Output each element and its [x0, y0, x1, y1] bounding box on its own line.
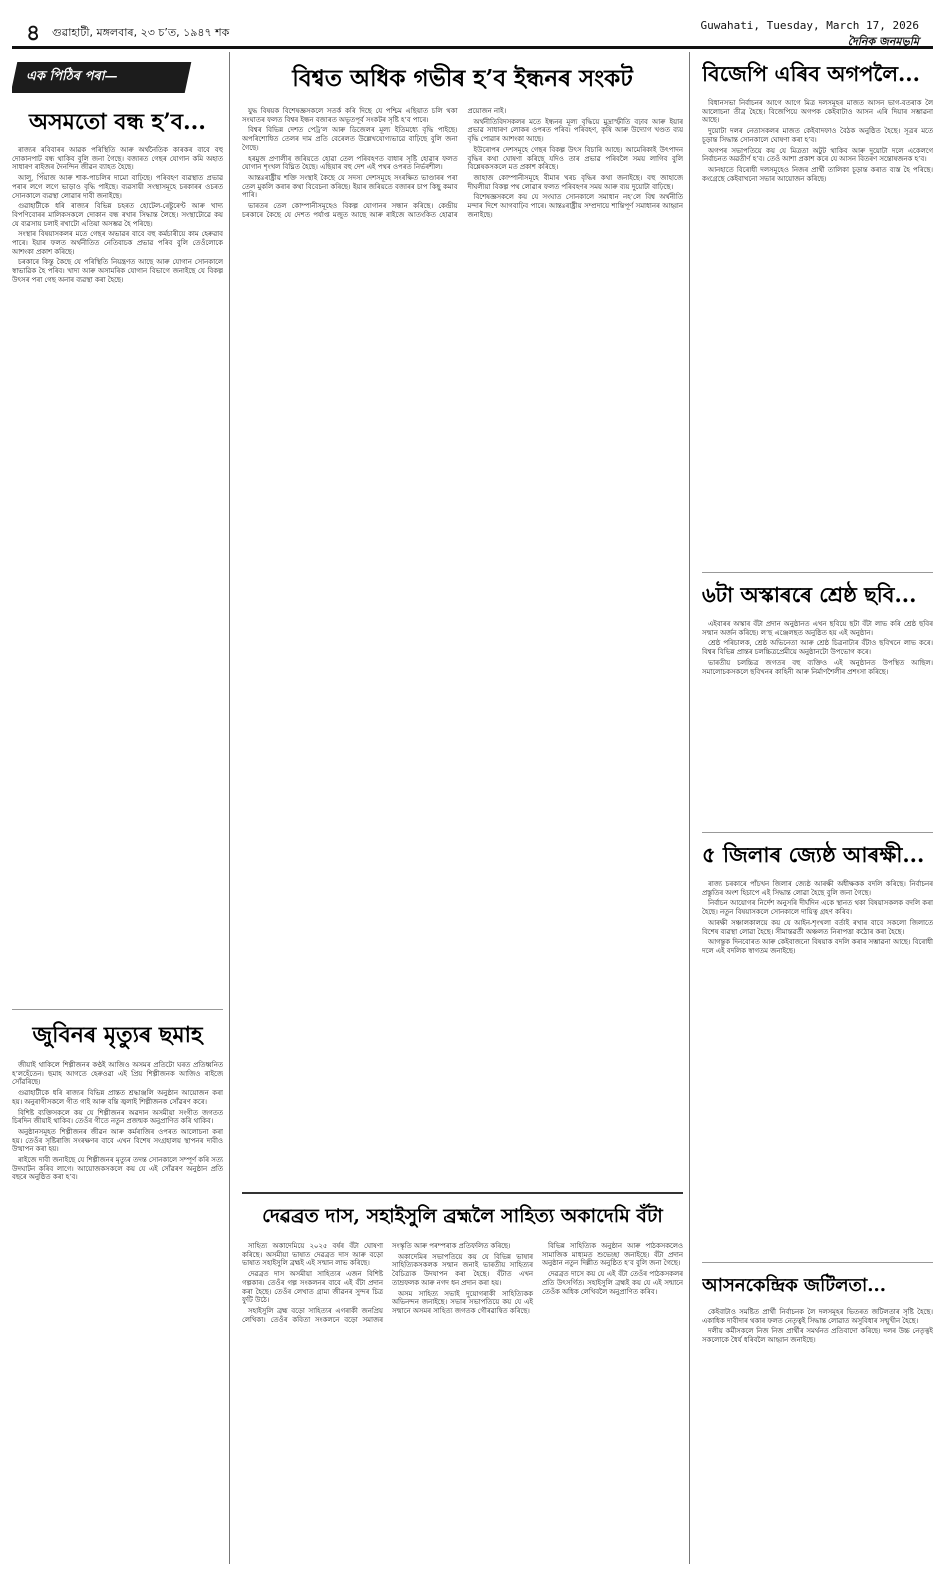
story-bjp-agp — [702, 52, 933, 572]
paragraph: আগন্তুক দিনবোৰত আৰু কেইবাজনো বিষয়াক বদলি কৰাৰ সম্ভাৱনা আছে। বিৰোধী দলে এই বদলিক স্বাগতম জনাইছে। — [702, 938, 933, 955]
page-number: ৪ — [26, 20, 41, 46]
paragraph: অকাদেমিৰ সভাপতিয়ে কয় যে বিভিন্ন ভাষাৰ সাহিত্যিকসকলক সন্মান জনাই ভাৰতীয় সাহিত্যৰ বৈচিত্ৰ্যক উদযাপন কৰা হৈছে। বঁটাত এখন তাম্ৰফলক আৰু নগদ ধন প্ৰদান কৰা হয়। — [392, 1252, 533, 1287]
story-headline: ৫ জিলাৰ জ্যেষ্ঠ আৰক্ষী... — [702, 832, 933, 880]
paragraph: কেইবাটাও সমষ্টিত প্ৰাৰ্থী নিৰ্বাচনক লৈ দলসমূহৰ ভিতৰত জটিলতাৰ সৃষ্টি হৈছে। একাধিক দাবীদাৰ থকাৰ ফলত নেতৃত্বই সিদ্ধান্ত লোৱাত অসুবিধাৰ সন্মুখীন হৈছে। — [702, 1308, 933, 1325]
paper-name: দৈনিক জনমভূমি — [847, 35, 919, 48]
story-fuel-crisis — [242, 52, 683, 1192]
story-oscar — [702, 572, 933, 832]
story-headline: ৬টা অস্কাৰৰে শ্ৰেষ্ঠ ছবি... — [702, 572, 933, 620]
story-headline: জুবিনৰ মৃত্যুৰ ছমাহ — [12, 1009, 223, 1061]
paragraph: অগপৰ সভাপতিয়ে কয় যে মিত্ৰতা অটুট থাকিব আৰু দুয়োটা দলে একেলগে নিৰ্বাচনত অৱতীৰ্ণ হ’ব। তেওঁ আশা প্ৰকাশ কৰে যে আসন বিতৰণ সন্তোষজনক হ’ব। — [702, 146, 933, 164]
story-body — [12, 146, 223, 285]
paragraph: বিশিষ্ট ব্যক্তিসকলে কয় যে শিল্পীজনৰ অৱদান অসমীয়া সংগীত জগতত চিৰদিন জীয়াই থাকিব। তেওঁৰ গীতে নতুন প্ৰজন্মক অনুপ্ৰাণিত কৰি থাকিব। — [12, 1108, 223, 1126]
story-police-transfer — [702, 832, 933, 1262]
section-tag: এক পিঠিৰ পৰা— — [12, 62, 191, 93]
middle-column — [236, 52, 690, 1564]
paragraph: হৰমুজ প্ৰণালীৰ জৰিয়তে হোৱা তেল পৰিবহণত বাধাৰ সৃষ্টি হোৱাৰ ফলত যোগান শৃংখল বিঘ্নিত হৈছে। এছিয়াৰ বহু দেশ এই পথৰ ওপৰত নিৰ্ভৰশীল। — [242, 154, 458, 172]
paragraph: নিৰ্বাচন আয়োগৰ নিৰ্দেশ অনুসৰি দীৰ্ঘদিন একে স্থানত থকা বিষয়াসকলক বদলি কৰা হৈছে। নতুন বিষয়াসকলে সোনকালে দায়িত্ব গ্ৰহণ কৰিব। — [702, 899, 933, 917]
left-column — [12, 52, 230, 1564]
paragraph: ইউৰোপৰ দেশসমূহে গেছৰ বিকল্প উৎস বিচাৰি আছে। আমেৰিকাই উৎপাদন বৃদ্ধিৰ কথা ঘোষণা কৰিছে যদিও তাৰ প্ৰভাৱ পৰিবলৈ সময় লাগিব বুলি বিশ্লেষকসকলে মত প্ৰকাশ কৰিছে। — [467, 145, 683, 172]
paragraph: আৰক্ষী সঞ্চালকালয়ে কয় যে আইন-শৃংখলা বৰ্তাই ৰখাৰ বাবে সকলো জিলাতে বিশেষ ব্যৱস্থা লোৱা হৈছে। সীমান্তৱৰ্তী অঞ্চলত নিৰাপত্তা কঠোৰ কৰা হৈছে। — [702, 918, 933, 936]
paragraph: বিভিন্ন সাহিত্যিক অনুষ্ঠান আৰু পাঠকসকলেও সামাজিক মাধ্যমত শুভেচ্ছা জনাইছে। বঁটা প্ৰদান অনুষ্ঠান নতুন দিল্লীত অনুষ্ঠিত হ’ব বুলি জনা গৈছে। — [542, 1242, 683, 1268]
paragraph: যুদ্ধ বিষয়ক বিশেষজ্ঞসকলে সতৰ্ক কৰি দিছে যে পশ্চিম এছিয়াত চলি থকা সংঘাতৰ ফলত বিশ্বৰ ইন্ধন বজাৰত অভূতপূৰ্ব সংকটৰ সৃষ্টি হ’ব পাৰে। — [242, 107, 458, 124]
story-sahitya-award — [242, 1192, 683, 1562]
paragraph: শ্ৰেষ্ঠ পৰিচালক, শ্ৰেষ্ঠ অভিনেতা আৰু শ্ৰেষ্ঠ চিত্ৰনাট্যৰ বঁটাও ছবিখনে লাভ কৰে। বিশ্বৰ বিভিন্ন প্ৰান্তৰ চলচ্চিত্ৰপ্ৰেমীয়ে অনুষ্ঠানটো উপভোগ কৰে। — [702, 639, 933, 657]
page-header — [12, 0, 933, 48]
story-body — [702, 880, 933, 956]
paragraph: দেৱব্ৰত দাস অসমীয়া সাহিত্যৰ এজন বিশিষ্ট গল্পকাৰ। তেওঁৰ গল্প সংকলনৰ বাবে এই বঁটা প্ৰদান কৰা হৈছে। তেওঁৰ লেখাত গ্ৰাম্য জীৱনৰ সুন্দৰ চিত্ৰ ফুটি উঠে। — [242, 1270, 383, 1305]
paragraph: ৰাইজে দাবী জনাইছে যে শিল্পীজনৰ মৃত্যুৰ তদন্ত সোনকালে সম্পূৰ্ণ কৰি সত্য উদঘাটন কৰিব লাগে। আয়োজকসকলে কয় যে এই সোঁৱৰণ অনুষ্ঠান প্ৰতি বছৰে অনুষ্ঠিত কৰা হ’ব। — [12, 1156, 223, 1182]
header-rule — [12, 46, 933, 49]
paragraph: সহাইসুলি ব্ৰহ্ম বড়ো সাহিত্যৰ এগৰাকী জনপ্ৰিয় লেখিকা। তেওঁৰ কবিতা সংকলনে বড়ো সমাজৰ সংস্কৃতি আৰু পৰম্পৰাক প্ৰতিফলিত কৰিছে। — [242, 1242, 511, 1324]
story-zubeen — [12, 1009, 223, 1564]
paragraph: ৰাজ্য চৰকাৰে পাঁচখন জিলাৰ জ্যেষ্ঠ আৰক্ষী অধীক্ষকক বদলি কৰিছে। নিৰ্বাচনৰ প্ৰস্তুতিৰ অংশ হিচাপে এই সিদ্ধান্ত লোৱা হৈছে বুলি জনা গৈছে। — [702, 880, 933, 897]
paragraph: দলীয় কৰ্মীসকলে নিজ নিজ প্ৰাৰ্থীৰ সমৰ্থনত প্ৰতিবাদো কৰিছে। দলৰ উচ্চ নেতৃত্বই সকলোকে ধৈৰ্য ধৰিবলৈ আহ্বান জনাইছে। — [702, 1327, 933, 1345]
paragraph: আলু, পিঁয়াজ আৰু শাক-পাচলিৰ দামো বাঢ়িছে। পৰিবহণ ব্যৱস্থাত প্ৰভাৱ পৰাৰ লগে লগে ভাড়াও বৃদ্ধি পাইছে। ব্যৱসায়ী সংস্থাসমূহে চৰকাৰৰ ওচৰত সোনকালে ব্যৱস্থা লোৱাৰ দাবী জনাইছে। — [12, 174, 223, 200]
paragraph: গুৱাহাটীকে ধৰি ৰাজ্যৰ বিভিন্ন চহৰত হোটেল-ৰেষ্টুৰেণ্ট আৰু খাদ্য বিপণিবোৰৰ মালিকসকলে দোকান বন্ধ ৰখাৰ সিদ্ধান্ত লৈছে। সংস্থাটোৱে কয় যে ব্যৱসায় চলাই ৰখাটো এতিয়া অসম্ভৱ হৈ পৰিছে। — [12, 202, 223, 228]
paragraph: বিশেষজ্ঞসকলে কয় যে সংঘাত সোনকালে সমাধান নহ’লে বিশ্ব অৰ্থনীতি মন্দাৰ দিশে আগবাঢ়িব পাৰে। আন্তঃৰাষ্ট্ৰীয় সম্প্ৰদায়ে শান্তিপূৰ্ণ সমাধানৰ আহ্বান জনাইছে। — [467, 193, 683, 219]
paragraph: ভাৰতীয় চলচ্চিত্ৰ জগতৰ বহু ব্যক্তিও এই অনুষ্ঠানত উপস্থিত আছিল। সমালোচকসকলে ছবিখনৰ কাহিনী আৰু নিৰ্মাণশৈলীৰ প্ৰশংসা কৰিছে। — [702, 658, 933, 676]
paragraph: আনহাতে বিৰোধী দলসমূহেও নিজৰ প্ৰাৰ্থী তালিকা চূড়ান্ত কৰাত ব্যস্ত হৈ পৰিছে। কংগ্ৰেছে কেইবাখনো সভাৰ আয়োজন কৰিছে। — [702, 165, 933, 183]
paragraph: দেৱব্ৰত দাসে কয় যে এই বঁটা তেওঁৰ পাঠকসকলৰ প্ৰতি উৎসৰ্গিত। সহাইসুলি ব্ৰহ্মই কয় যে এই সন্মানে তেওঁক অধিক লেখিবলৈ অনুপ্ৰাণিত কৰিব। — [542, 1270, 683, 1296]
story-body — [242, 107, 683, 1187]
story-body — [242, 1242, 683, 1562]
paragraph: গুৱাহাটীকে ধৰি ৰাজ্যৰ বিভিন্ন প্ৰান্তত শ্ৰদ্ধাঞ্জলি অনুষ্ঠান আয়োজন কৰা হয়। অনুৰাগীসকলে গীত গাই আৰু বন্তি জ্বলাই শিল্পীজনক সোঁৱৰণ কৰে। — [12, 1089, 223, 1106]
paragraph: আন্তঃৰাষ্ট্ৰীয় শক্তি সংস্থাই কৈছে যে সদস্য দেশসমূহে সংৰক্ষিত ভাণ্ডাৰৰ পৰা তেল মুকলি কৰাৰ কথা বিবেচনা কৰিছে। ইয়াৰ জৰিয়তে বজাৰৰ চাপ কিছু কমাব পাৰি। — [242, 173, 458, 200]
date-line-left: গুৱাহাটী, মঙ্গলবাৰ, ২৩ চ’ত, ১৯৪৭ শক — [52, 26, 230, 39]
right-column — [696, 52, 933, 1564]
paragraph: ৰাজ্যৰ ৰবিবাৰৰ আৱক পৰিস্থিতি আৰু অৰ্থনৈতিক কাৰকৰ বাবে বহু দোকানপাট বন্ধ থাকিব বুলি জনা গৈছে। বজাৰত গেছৰ যোগান কমি অহাত সাধাৰণ ৰাইজৰ দৈনন্দিন জীৱন ব্যাহত হৈছে। — [12, 146, 223, 172]
paragraph: সাহিত্য অকাদেমিয়ে ২০২৫ বৰ্ষৰ বঁটা ঘোষণা কৰিছে। অসমীয়া ভাষাত দেৱব্ৰত দাস আৰু বড়ো ভাষাত সহাইসুলি ব্ৰহ্মই এই সন্মান লাভ কৰিছে। — [242, 1242, 383, 1268]
story-body — [702, 99, 933, 183]
story-headline: বিজেপি এৰিব অগপলৈ... — [702, 61, 920, 86]
paragraph: ভাৰতৰ তেল কোম্পানীসমূহেও বিকল্প যোগানৰ সন্ধান কৰিছে। কেন্দ্ৰীয় চৰকাৰে কৈছে যে দেশত পৰ্যাপ্ত মজুত আছে আৰু ৰাইজে আতংকিত হোৱাৰ প্ৰয়োজন নাই। — [242, 107, 507, 219]
paragraph: অৰ্থনীতিবিদসকলৰ মতে ইন্ধনৰ মূল্য বৃদ্ধিয়ে মুদ্ৰাস্ফীতি বঢ়াব আৰু ইয়াৰ প্ৰভাৱ সাধাৰণ লোকৰ ওপৰত পৰিব। পৰিবহণ, কৃষি আৰু উদ্যোগ খণ্ডত ব্যয় বৃদ্ধি পোৱাৰ আশংকা আছে। — [467, 117, 683, 144]
paragraph: সংস্থাৰ বিষয়াসকলৰ মতে গেছৰ অভাৱৰ বাবে বহু কৰ্মচাৰীয়ে কাম হেৰুৱাব পাৰে। ইয়াৰ ফলত অৰ্থনীতিত নেতিবাচক প্ৰভাৱ পৰিব বুলি তেওঁলোকে আশংকা প্ৰকাশ কৰিছে। — [12, 230, 223, 256]
story-headline: অসমতো বন্ধ হ’ব... — [29, 109, 206, 135]
story-body — [702, 1308, 933, 1345]
story-seat-complexity — [702, 1262, 933, 1562]
story-headline: আসনকেন্দ্ৰিক জটিলতা... — [702, 1262, 933, 1308]
story-body — [12, 1061, 223, 1182]
date-line-right: Guwahati, Tuesday, March 17, 2026 — [700, 19, 919, 32]
story-headline: দেৱব্ৰত দাস, সহাইসুলি ব্ৰহ্মলৈ সাহিত্য অকাদেমি বঁটা — [242, 1192, 683, 1242]
paragraph: চৰকাৰে কিন্তু কৈছে যে পৰিস্থিতি নিয়ন্ত্ৰণত আছে আৰু যোগান সোনকালে স্বাভাৱিক হৈ পৰিব। খাদ্য আৰু অসামৰিক যোগান বিভাগে জনাইছে যে বিকল্প উৎসৰ পৰা গেছ অনাৰ ব্যৱস্থা কৰা হৈছে। — [12, 258, 223, 284]
paragraph: বিধানসভা নিৰ্বাচনৰ আগে আগে মিত্ৰ দলসমূহৰ মাজত আসন ভাগ-বতৰাক লৈ আলোচনা তীব্ৰ হৈছে। বিজেপিয়ে অগপক কেইবাটাও আসন এৰি দিয়াৰ সম্ভাৱনা আছে। — [702, 99, 933, 125]
paragraph: এইবাৰৰ অস্কাৰ বঁটা প্ৰদান অনুষ্ঠানত এখন ছবিয়ে ছটা বঁটা লাভ কৰি শ্ৰেষ্ঠ ছবিৰ সন্মান অৰ্জন কৰিছে। ল’ছ এঞ্জেলছত অনুষ্ঠিত হয় এই অনুষ্ঠান। — [702, 620, 933, 637]
paragraph: বিশ্বৰ বিভিন্ন দেশত পেট্ৰ’ল আৰু ডিজেলৰ মূল্য ইতিমধ্যে বৃদ্ধি পাইছে। অপৰিশোধিত তেলৰ দাম প্ৰতি বেৰেলত উল্লেখযোগ্যভাৱে বাঢ়িছে বুলি জনা গৈছে। — [242, 126, 458, 152]
story-body — [702, 620, 933, 676]
paragraph: দুয়োটা দলৰ নেতাসকলৰ মাজত কেইবাদফাও বৈঠক অনুষ্ঠিত হৈছে। সূত্ৰৰ মতে চূড়ান্ত সিদ্ধান্ত সোনকালে ঘোষণা কৰা হ’ব। — [702, 127, 933, 144]
story-bandh — [12, 99, 223, 1009]
paragraph: অনুষ্ঠানসমূহত শিল্পীজনৰ জীৱন আৰু কৰ্মৰাজিৰ ওপৰত আলোচনা কৰা হয়। তেওঁৰ সৃষ্টিৰাজি সংৰক্ষণৰ বাবে এখন বিশেষ সংগ্ৰহালয় স্থাপনৰ দাবীও উত্থাপন কৰা হয়। — [12, 1127, 223, 1154]
story-headline: বিশ্বত অধিক গভীৰ হ’ব ইন্ধনৰ সংকট — [292, 65, 633, 92]
paragraph: জীয়াই থাকিলে শিল্পীজনৰ কণ্ঠই আজিও অসমৰ প্ৰতিটো ঘৰত প্ৰতিধ্বনিত হ’লহেঁতেন। ছমাহ আগতে হেৰুওৱা এই প্ৰিয় শিল্পীজনক আজিও ৰাইজে সোঁৱৰিছে। — [12, 1061, 223, 1087]
paragraph: অসম সাহিত্য সভাই দুয়োগৰাকী সাহিত্যিকক অভিনন্দন জনাইছে। সভাৰ সভাপতিয়ে কয় যে এই সন্মানে অসমৰ সাহিত্য জগতক গৌৰৱান্বিত কৰিছে। — [392, 1289, 533, 1315]
paragraph: জাহাজ কোম্পানীসমূহে বীমাৰ খৰচ বৃদ্ধিৰ কথা জনাইছে। বহু জাহাজে দীঘলীয়া বিকল্প পথ লোৱাৰ ফলত পৰিবহণৰ সময় আৰু ব্যয় দুয়োটা বাঢ়িছে। — [467, 173, 683, 191]
